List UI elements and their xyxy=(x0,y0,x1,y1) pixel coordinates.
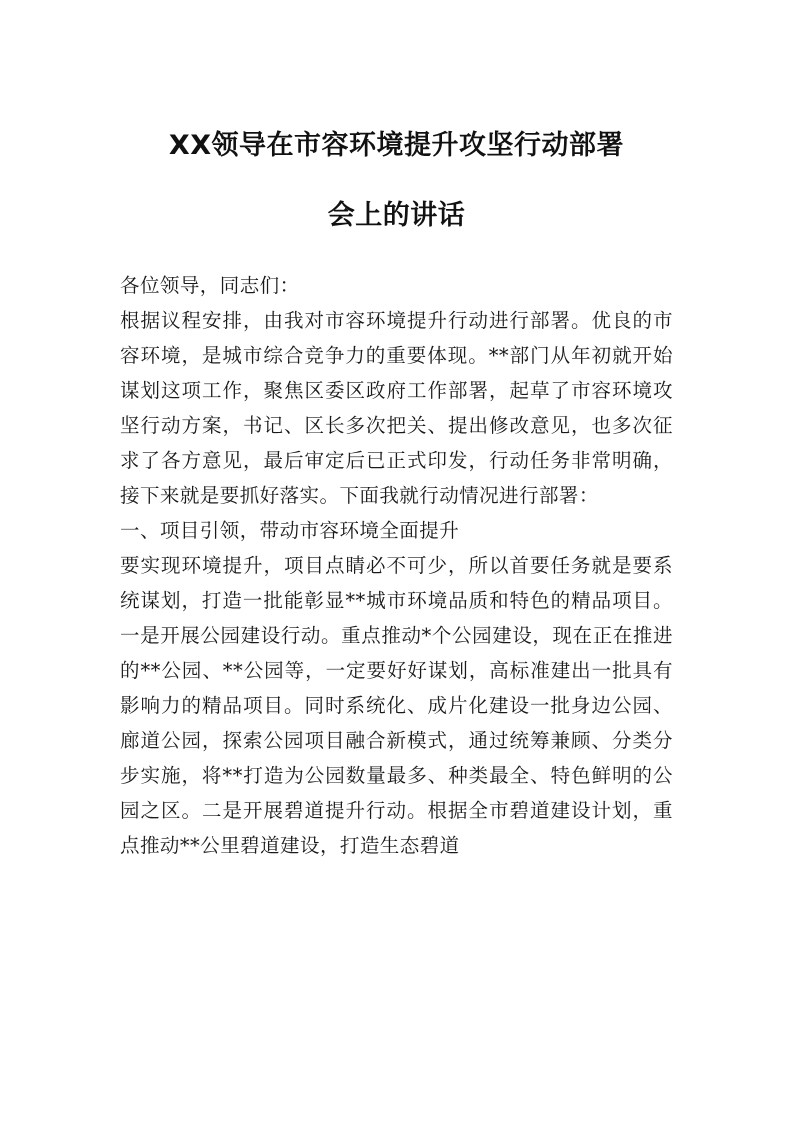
paragraph: 要实现环境提升，项目点睛必不可少，所以首要任务就是要系统谋划，打造一批能彰显**城市环境品质和特色的精品项目。一是开展公园建设行动。重点推动*个公园建设，现在正在推进的**公园、**公园等，一定要好好谋划，高标准建出一批具有影响力的精品项目。同时系统化、成片化建设一批身边公园、廊道公园，探索公园项目融合新模式，通过统筹兼顾、分类分步实施，将**打造为公园数量最多、种类最全、特色鲜明的公园之区。二是开展碧道提升行动。根据全市碧道建设计划，重点推动**公里碧道建设，打造生态碧道 xyxy=(120,554,673,857)
title-line-1: XX领导在市容环境提升攻坚行动部署 xyxy=(168,130,625,161)
document-body xyxy=(120,268,673,863)
title-line-2: 会上的讲话 xyxy=(327,200,466,231)
paragraph: 根据议程安排，由我对市容环境提升行动进行部署。优良的市容环境，是城市综合竞争力的重要体现。**部门从年初就开始谋划这项工作，聚焦区委区政府工作部署，起草了市容环境攻坚行动方案，书记、区长多次把关、提出修改意见，也多次征求了各方意见，最后审定后已正式印发，行动任务非常明确，接下来就是要抓好落实。下面我就行动情况进行部署： xyxy=(120,309,673,507)
section-heading: 一、项目引领，带动市容环境全面提升 xyxy=(120,519,460,542)
salutation: 各位领导，同志们： xyxy=(120,274,300,297)
